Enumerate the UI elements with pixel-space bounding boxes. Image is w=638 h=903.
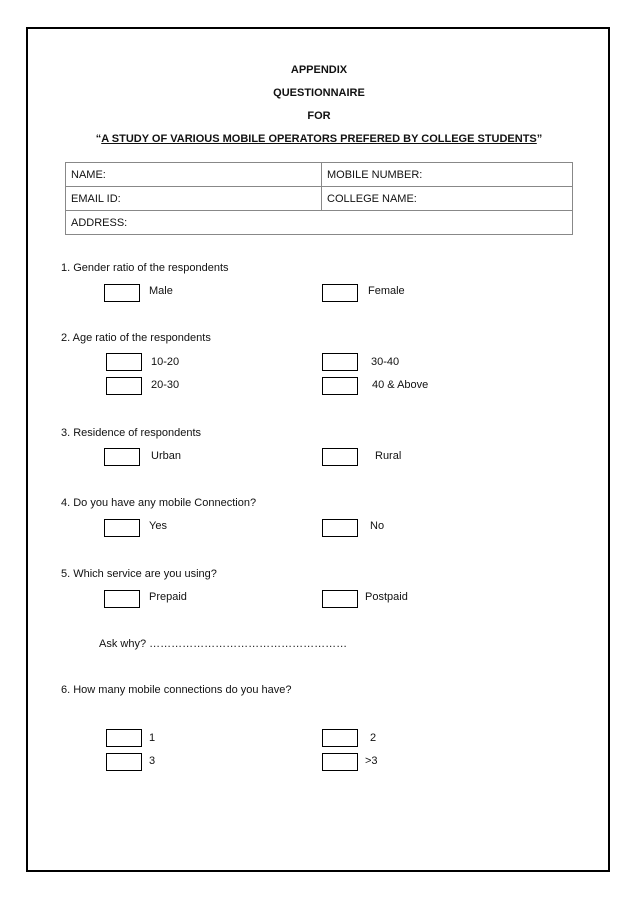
option-age-20-30: 20-30 <box>151 379 180 391</box>
option-age-10-20: 10-20 <box>151 356 180 368</box>
checkbox-prepaid[interactable] <box>104 590 140 608</box>
name-field[interactable]: NAME: <box>66 163 322 187</box>
option-postpaid: Postpaid <box>365 591 408 603</box>
address-field[interactable]: ADDRESS: <box>66 211 573 235</box>
respondent-info-table <box>65 162 573 235</box>
question-3: 3. Residence of respondents <box>61 427 202 439</box>
checkbox-age-20-30[interactable] <box>106 377 142 395</box>
title-text: A STUDY OF VARIOUS MOBILE OPERATORS PREFERED BY COLLEGE STUDENTS <box>101 133 537 145</box>
checkbox-yes[interactable] <box>104 519 140 537</box>
question-1: 1. Gender ratio of the respondents <box>61 262 229 274</box>
checkbox-rural[interactable] <box>322 448 358 466</box>
email-field[interactable]: EMAIL ID: <box>66 187 322 211</box>
appendix-heading: APPENDIX <box>290 64 348 76</box>
option-connections-2: 2 <box>370 732 377 744</box>
option-prepaid: Prepaid <box>149 591 187 603</box>
checkbox-male[interactable] <box>104 284 140 302</box>
question-2: 2. Age ratio of the respondents <box>61 332 211 344</box>
survey-title <box>0 133 638 145</box>
title-open-quote: “ <box>95 133 102 145</box>
question-5: 5. Which service are you using? <box>61 568 217 580</box>
checkbox-connections-1[interactable] <box>106 729 142 747</box>
option-female: Female <box>368 285 405 297</box>
option-no: No <box>370 520 385 532</box>
title-close-quote: ” <box>536 133 543 145</box>
for-heading: FOR <box>307 110 331 122</box>
checkbox-female[interactable] <box>322 284 358 302</box>
checkbox-urban[interactable] <box>104 448 140 466</box>
mobile-number-field[interactable]: MOBILE NUMBER: <box>322 163 573 187</box>
college-name-field[interactable]: COLLEGE NAME: <box>322 187 573 211</box>
questionnaire-heading: QUESTIONNAIRE <box>273 87 365 99</box>
option-rural: Rural <box>375 450 402 462</box>
option-age-40-above: 40 & Above <box>372 379 429 391</box>
checkbox-age-40-above[interactable] <box>322 377 358 395</box>
checkbox-connections-2[interactable] <box>322 729 358 747</box>
question-4: 4. Do you have any mobile Connection? <box>61 497 257 509</box>
checkbox-postpaid[interactable] <box>322 590 358 608</box>
option-yes: Yes <box>149 520 167 532</box>
checkbox-no[interactable] <box>322 519 358 537</box>
option-connections-1: 1 <box>149 732 156 744</box>
checkbox-age-10-20[interactable] <box>106 353 142 371</box>
checkbox-connections-3[interactable] <box>106 753 142 771</box>
option-connections-3: 3 <box>149 755 156 767</box>
ask-why-line[interactable]: Ask why? ……………………………………………… <box>99 638 348 650</box>
checkbox-connections-more-than-3[interactable] <box>322 753 358 771</box>
option-connections-more-than-3: >3 <box>365 755 378 767</box>
question-6: 6. How many mobile connections do you have? <box>61 684 292 696</box>
checkbox-age-30-40[interactable] <box>322 353 358 371</box>
option-male: Male <box>149 285 173 297</box>
option-urban: Urban <box>151 450 181 462</box>
option-age-30-40: 30-40 <box>371 356 400 368</box>
